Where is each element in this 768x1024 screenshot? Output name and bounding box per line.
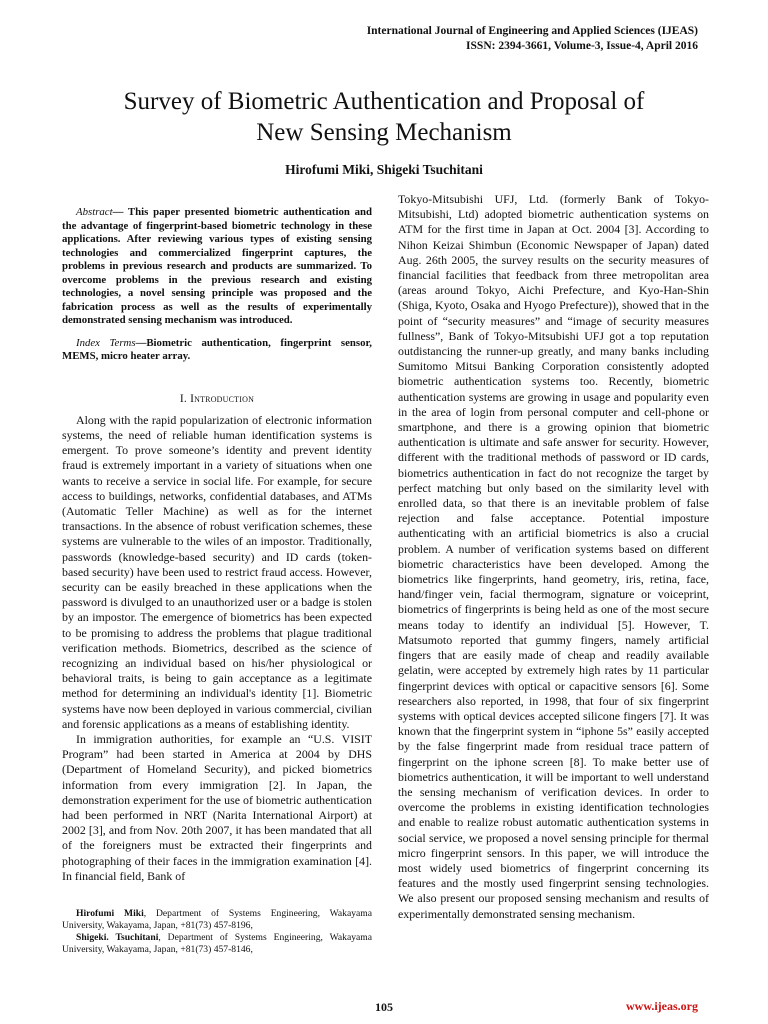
footnote-2-name: Shigeki. Tsuchitani [76, 932, 159, 943]
intro-paragraph-2: In immigration authorities, for example an “U.S. VISIT Program” had been started in America at 2004 by DHS (Department of Homeland Security), and picked biometrics information from every immigration [2]. In Japan, the demonstration experiment for the use of biometric authentication had been performed in NRT (Narita International Airport) at 2002 [3], and from Nov. 20th 2007, it has been mandated that all of the foreigners must be extracted their fingerprints and photographing of their faces in the immigration examination [4]. In financial field, Bank of [62, 731, 372, 883]
section-title: Introduction [190, 392, 255, 405]
index-terms-text: —Biometric authentication, fingerprint sensor, MEMS, micro heater array. [62, 336, 372, 362]
journal-header [367, 24, 698, 54]
footnote-1-text: , Department of Systems Engineering, Wakayama University, Wakayama, Japan, +81(73) 457-8196, [62, 908, 372, 931]
footnote-1 [62, 908, 372, 932]
page-number: 105 [375, 1000, 393, 1014]
abstract-label: Abstract [76, 206, 113, 218]
intro-paragraph-3: Tokyo-Mitsubishi UFJ, Ltd. (formerly Bank of Tokyo-Mitsubishi, Ltd) adopted biometric authentication systems on ATM for the first time in Japan at Oct. 2004 [3]. According to Nihon Keizai Shimbun (Economic Newspaper of Japan) dated Aug. 26th 2005, the survey results on the security measures of financial facilities that feedback from three metropolitan area (areas around Tokyo, Aichi Prefecture, and Kyo-Han-Shin (Shiga, Kyoto, Osaka and Hyogo Prefecture)), showed that in the point of “security measures” and “image of security measures fullness”, Bank of Tokyo-Mitsubishi UFJ got a top reputation outdistancing the runner-up greatly, and many banks including Sumitomo Mitsui Banking Corporation consistently adopted biometric authentication systems too. Recently, biometric authentication systems are growing in usage and popularity even in the area of login from personal computer and cell-phone or smartphone, and there is a growing opinion that biometric authentication is ultimate and safe answer for security. However, different with the traditional methods of password or ID cards, biometrics authentication in fact do not recognize the target by perfect matching but only based on the similarity level with enrolled data, so that there is an inevitable problem of false rejection and false acceptance. Potential imposture authenticating with an artificial biometrics is also a crucial problem. A number of verification systems based on different biometric characteristics have been developed. Among the biometrics like fingerprints, hand geometry, iris, retina, face, hand/finger vein, facial thermogram, signature or voiceprint, biometrics of fingerprints is being held as one of the most secure means today to identify an individual [5]. However, T. Matsumoto reported that gummy fingers, namely artificial fingers that are easily made of cheap and readily available gelatin, were accepted by extremely high rates by 11 particular fingerprint devices with optical or capacitive sensors [6]. Some researchers also reported, in 1998, that four of six fingerprint systems with optical devices accepted silicone fingers [7]. It was known that the fingerprint system in “iphone 5s” easily accepted by the false fingerprint made from residual trace pattern of fingerprint on the iphone screen [8]. To make better use of biometrics authentication, it will be important to well understand the sensing mechanism of verification devices. In order to overcome the problems in existing identification technologies and enable to realize robust automatic authentication systems in social service, we proposed a novel sensing principle for thermal micro fingerprint sensors. In this paper, we will introduce the most widely used biometrics of fingerprint concerning its features and the mostly used fingerprint sensing technologies. We also present our proposed sensing mechanism and results of experimentally demonstrated sensing mechanism. [398, 192, 709, 921]
journal-website-link[interactable]: www.ijeas.org [626, 999, 698, 1013]
index-terms-label: Index Terms [76, 336, 136, 349]
footnote-2 [62, 932, 372, 956]
right-column [398, 192, 709, 922]
author-footnotes [62, 908, 372, 956]
section-number: I. [179, 392, 187, 405]
footnote-2-text: , Department of Systems Engineering, Wakayama University, Wakayama, Japan, +81(73) 457-8146, [62, 932, 372, 955]
paper-authors: Hirofumi Miki, Shigeki Tsuchitani [285, 162, 483, 177]
intro-paragraph-1: Along with the rapid popularization of electronic information systems, the need of reliable human identification systems is emergent. To prove someone’s identity and prevent identity fraud is extremely important in a variety of situations when one wants to receive a service in social life. For example, for secure access to buildings, networks, confidential databases, and ATMs (Automatic Teller Machine) as well as for the internet transactions. In the absence of robust verification schemes, these systems are vulnerable to the wiles of an impostor. Traditionally, passwords (knowledge-based security) and ID cards (token-based security) have been used to restrict fraud access. However, security can be easily breached in these applications when the password is divulged to an unauthorized user or a badge is stolen by an impostor. The emergence of biometrics has been expected to be promising to address the problems that plague traditional verification methods. Biometrics, described as the science of recognizing an individual based on his/her physiological or behavioral traits, is being to gain acceptance as a legitimate method for determining an individual's identity [1]. Biometric systems have now been deployed in various commercial, civilian and forensic applications as a means of establishing identity. [62, 412, 372, 731]
journal-name: International Journal of Engineering and Applied Sciences (IJEAS) [366, 25, 698, 37]
paper-title [60, 86, 708, 148]
title-line-1: Survey of Biometric Authentication and Proposal of [123, 88, 645, 115]
section-heading [62, 392, 372, 407]
title-line-2: New Sensing Mechanism [256, 119, 512, 146]
left-column [62, 206, 372, 884]
index-terms [62, 337, 372, 364]
abstract-text: — This paper presented biometric authentication and the advantage of fingerprint-based biometric technology in these applications. After reviewing various types of existing sensing technologies and commercialized fingerprint captures, the problems in previous research and products are summarized. To overcome problems in the previous research and existing technologies, a novel sensing principle was proposed and the fabrication process as well as the results of experimentally demonstrated sensing mechanism was introduced. [62, 206, 372, 326]
journal-issn: ISSN: 2394-3661, Volume-3, Issue-4, April 2016 [466, 40, 698, 52]
footnote-1-name: Hirofumi Miki [76, 908, 144, 919]
abstract [62, 206, 372, 328]
